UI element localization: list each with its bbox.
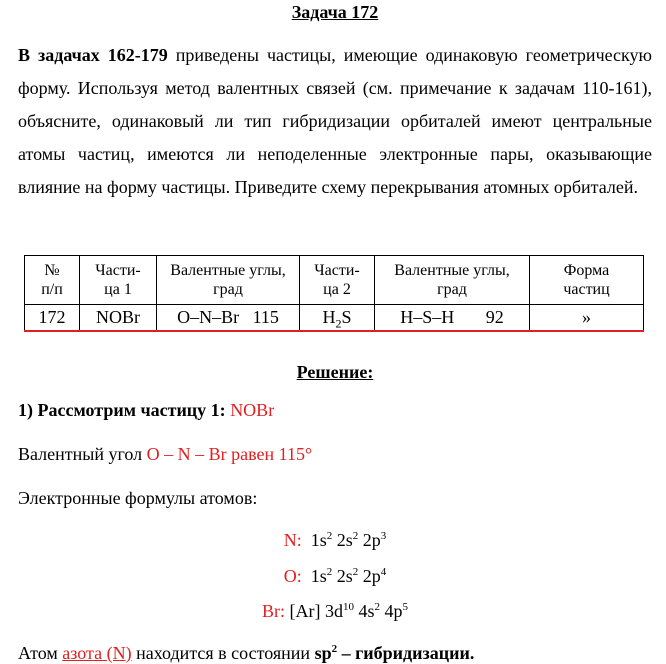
table-row	[25, 305, 644, 332]
hybridization-line: Атом азота (N) находится в состоянии $sp^2$ – гибридизации.	[18, 643, 475, 663]
atom-name: азота (N)	[62, 643, 132, 663]
table-header-row	[25, 256, 644, 305]
formula-o: O: $1s^2$ $2s^2$ $2p^4$	[283, 566, 387, 586]
document-page	[18, 0, 652, 663]
header-cell-num: № п/п	[25, 256, 80, 305]
header-cell-particle1: Части- ца 1	[80, 256, 157, 305]
header-cell-particle2: Части- ца 2	[300, 256, 375, 305]
step1-particle: NOBr	[230, 400, 275, 420]
cell-angle2: H–S–H 92	[375, 305, 530, 332]
cell-particle2: $H_2S$	[300, 305, 375, 332]
cell-shape: »	[530, 305, 644, 332]
header-cell-shape: Форма частиц	[530, 256, 644, 305]
cell-particle1: NOBr	[80, 305, 157, 332]
solution-title: Решение:	[296, 362, 374, 382]
task-title: Задача 172	[291, 2, 379, 22]
cell-num: 172	[25, 305, 80, 332]
task-intro	[18, 39, 652, 204]
angle-value: O – N – Br равен 115°	[146, 444, 313, 464]
formulas-label: Электронные формулы атомов:	[18, 488, 258, 508]
step1-heading: 1) Рассмотрим частицу 1: NOBr	[18, 400, 275, 420]
formula-br: Br: [Ar] $3d^{10}$ $4s^2$ $4p^5$	[261, 601, 408, 621]
formula-n: N: $1s^2$ $2s^2$ $2p^3$	[283, 530, 387, 550]
header-cell-angle2: Валентные углы, град	[375, 256, 530, 305]
cell-angle1: O–N–Br 115	[157, 305, 300, 332]
angle-line: Валентный угол O – N – Br равен 115°	[18, 444, 313, 464]
task-table	[24, 255, 644, 332]
header-cell-angle1: Валентные углы, град	[157, 256, 300, 305]
intro-text: приведены частицы, имеющие одинаковую геометрическую форму. Используя метод валентных связей (см. примечание к задачам 110-161), объясните, одинаковый ли тип гибридизации орбиталей имеют центральные атомы частиц, имеются ли неподеленные электронные пары, оказывающие влияние на форму частицы. Приведите схему перекрывания атомных орбиталей.	[18, 45, 652, 197]
intro-bold-lead: В задачах 162-179	[18, 45, 168, 65]
